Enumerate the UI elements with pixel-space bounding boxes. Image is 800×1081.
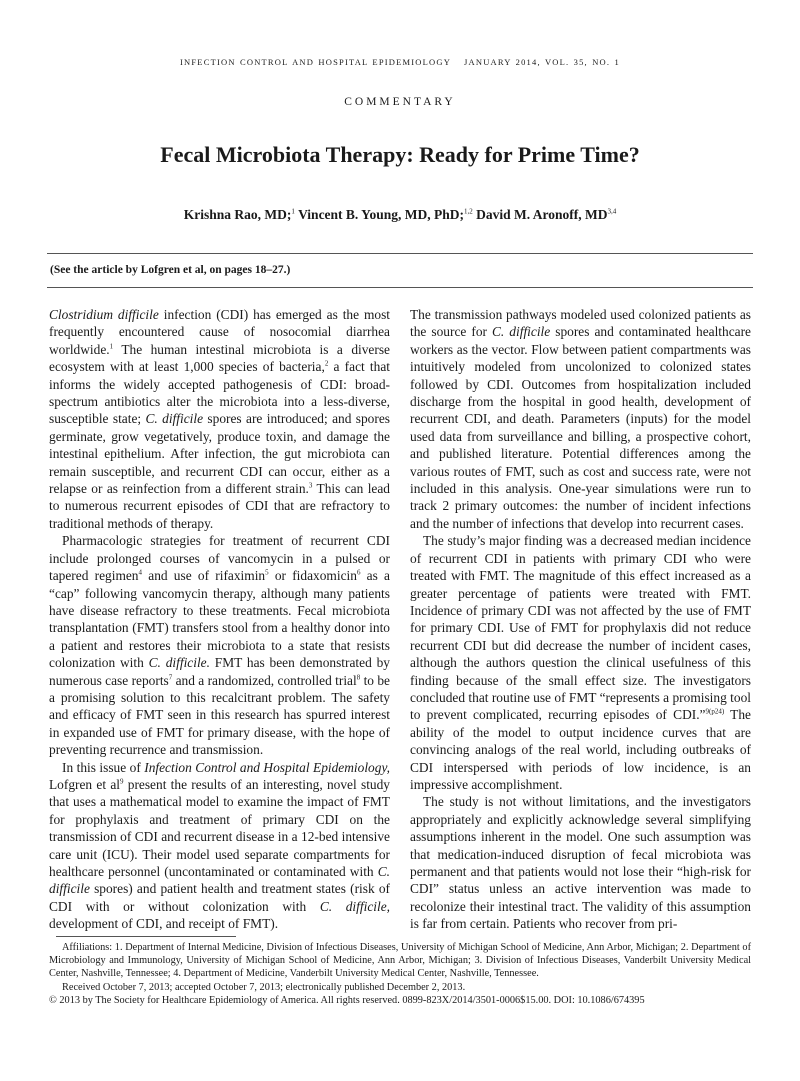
- italic-text: C. difficile: [49, 864, 390, 897]
- text-run: Lofgren et al: [49, 776, 120, 792]
- author-list: [0, 207, 800, 223]
- citation-ref: 7: [168, 673, 173, 682]
- affiliations-note: Affiliations: 1. Department of Internal Medicine, Division of Infectious Diseases, University of Michigan School of Medicine, Ann Arbor, Michigan; 2. Department of Microbiology and Immunology, University of Michigan School of Medicine, Ann Arbor, Michigan; 3. Division of Infectious Diseases, Vanderbilt University Medical Center, Nashville, Tennessee; 4. Department of Medicine, Vanderbilt University Medical Center, Nashville, Tennessee.: [49, 942, 751, 980]
- citation-ref: 6: [356, 568, 361, 577]
- text-run: The transmission pathways modeled used colonized patients as the source for: [410, 307, 751, 340]
- author-name: David M. Aronoff, MD: [476, 207, 608, 222]
- article-title: Fecal Microbiota Therapy: Ready for Prime Time?: [160, 142, 640, 167]
- text-run: The study is not without limitations, and the investigators appropriately and explicitly acknowledge several simplifying assumptions inherent in the model. One such assumption was that medication-induced disruption of fecal microbiota was permanent and that patients would not lose their “high-risk for CDI” status unless an active intervention was made to recolonize their intestinal tract. The validity of this assumption is far from certain. Patients who recover from pri-: [410, 794, 751, 932]
- body-divider: [47, 287, 753, 288]
- citation-ref: 8: [356, 673, 361, 682]
- right-column: [410, 306, 751, 933]
- text-run: The human intestinal microbiota is a diverse ecosystem with at least 1,000 species of bacteria,: [49, 341, 390, 375]
- footnotes: [49, 941, 751, 1007]
- citation-ref: 2: [324, 359, 329, 368]
- text-run: This can lead to numerous recurrent episodes of CDI that are refractory to traditional methods of therapy.: [49, 481, 390, 531]
- text-run: In this issue of: [62, 759, 145, 775]
- text-run: spores) and patient health and treatment states (risk of CDI with or without colonization with: [49, 881, 390, 914]
- text-run: spores are introduced; and spores germinate, grow vegetatively, produce toxin, and damage the intestinal epithelium. After infection, the gut microbiota can remain susceptible, and recurrent CDI can occur, either as a relapse or as reinfection from a different strain.: [49, 411, 390, 497]
- issue-info: JANUARY 2014, VOL. 35, NO. 1: [464, 57, 620, 67]
- received-note: Received October 7, 2013; accepted October 7, 2013; electronically published December 2, 2013.: [62, 981, 466, 993]
- body-paragraph: [410, 532, 751, 793]
- body-paragraph: [49, 532, 390, 758]
- text-run: development of CDI, and receipt of FMT).: [49, 916, 279, 932]
- text-run: and use of rifaximin: [142, 568, 266, 584]
- citation-ref: 9: [119, 777, 124, 786]
- header-divider: [47, 253, 753, 254]
- text-run: spores and contaminated healthcare workers as the vector. Flow between patient compartments was intuitively modeled from uncolonized to colonized states followed by CDI. Outcomes from hospitalization included discharge from the hospital in good health, development of recurrent CDI, and death. Parameters (inputs) for the model used data from surveillance and billing, a prospective cohort, and published literature. Potential differences among the various routes of FMT, such as cost and success rate, were not included in this analysis. One-year simulations were run to track 2 primary outcomes: the number of incident infections and the number of infections that develop into recurrent cases.: [410, 324, 752, 531]
- body-paragraph: [49, 306, 390, 532]
- journal-name: INFECTION CONTROL AND HOSPITAL EPIDEMIOLOGY: [180, 57, 452, 67]
- left-column: [49, 306, 390, 933]
- italic-text: Clostridium difficile: [49, 307, 159, 322]
- text-run: to be a promising solution to this recalcitrant problem. The safety and efficacy of FMT seen in this research has spurred interest in expanded use of FMT for primary disease, with the hope of preventing recurrence and transmission.: [49, 672, 390, 758]
- text-run: a fact that informs the widely accepted pathogenesis of CDI: broad-spectrum antibiotics alter the microbiota into a less-diverse, susceptible state;: [49, 359, 391, 427]
- footnote-divider: [56, 936, 236, 937]
- author-affiliation-ref: 1,2: [463, 207, 473, 216]
- text-run: FMT has been demonstrated by numerous case reports: [49, 655, 390, 688]
- see-article-note: (See the article by Lofgren et al, on pages 18–27.): [50, 264, 291, 276]
- text-run: present the results of an interesting, novel study that uses a mathematical model to examine the impact of FMT for prophylaxis and treatment of primary CDI on the transmission of CDI and recurrent disease in a 12-bed intensive care unit (ICU). Their model used separate compartments for healthcare personnel (uncontaminated or contaminated with: [49, 776, 390, 879]
- italic-text: C. difficile: [492, 324, 551, 340]
- author-name: Krishna Rao, MD;: [183, 207, 292, 222]
- text-run: infection (CDI) has emerged as the most frequently encountered cause of nosocomial diarrhea worldwide.: [49, 307, 391, 357]
- body-paragraph: [410, 793, 751, 932]
- author-affiliation-ref: 1: [291, 207, 295, 216]
- copyright-note: © 2013 by The Society for Healthcare Epidemiology of America. All rights reserved. 0899-823X/2014/3501-0006$15.00. DOI: 10.1086/674395: [49, 994, 645, 1006]
- author-name: Vincent B. Young, MD, PhD;: [298, 207, 464, 222]
- body-paragraph: [49, 759, 390, 933]
- citation-ref: 5: [265, 568, 269, 577]
- text-run: as a “cap” following vancomycin therapy, although many patients have disease refractory to these treatments. Fecal microbiota transplantation (FMT) transfers stool from a healthy donor into a patient and restores their microbiota to a state that resists colonization with: [49, 568, 390, 671]
- text-run: and a randomized, controlled trial: [172, 672, 357, 688]
- section-label: COMMENTARY: [344, 96, 456, 108]
- running-header: [0, 57, 800, 67]
- italic-text: C. difficile: [145, 411, 204, 427]
- citation-ref: 9(p24): [705, 707, 725, 716]
- italic-text: C. difficile,: [319, 898, 390, 914]
- citation-ref: 3: [308, 481, 313, 490]
- body-paragraph: [410, 306, 751, 532]
- text-run: The ability of the model to output incidence curves that are convincing analogs of the real world, including outbreaks of CDI interspersed with periods of low incidence, is an impressive accomplishment.: [410, 707, 751, 792]
- text-run: Pharmacologic strategies for treatment of recurrent CDI include prolonged courses of vancomycin in a pulsed or tapered regimen: [49, 533, 390, 584]
- author-affiliation-ref: 3,4: [607, 207, 617, 216]
- text-run: or fidaxomicin: [268, 568, 357, 584]
- italic-text: Infection Control and Hospital Epidemiology,: [144, 759, 390, 775]
- text-run: The study’s major finding was a decreased median incidence of recurrent CDI in patients with primary CDI who were treated with FMT. The magnitude of this effect increased as a greater percentage of patients were treated with FMT. Incidence of primary CDI was not affected by the use of FMT for primary CDI. Use of FMT for prophylaxis did not reduce recurrent CDI but did decrease the number of incident cases, although the authors question the clinical usefulness of this finding because of the small effect size. The investigators concluded that routine use of FMT “represents a promising tool to prevent complicated, recurring episodes of CDI.”: [410, 533, 751, 723]
- citation-ref: 4: [138, 568, 143, 577]
- italic-text: C. difficile.: [148, 655, 210, 671]
- citation-ref: 1: [109, 342, 114, 351]
